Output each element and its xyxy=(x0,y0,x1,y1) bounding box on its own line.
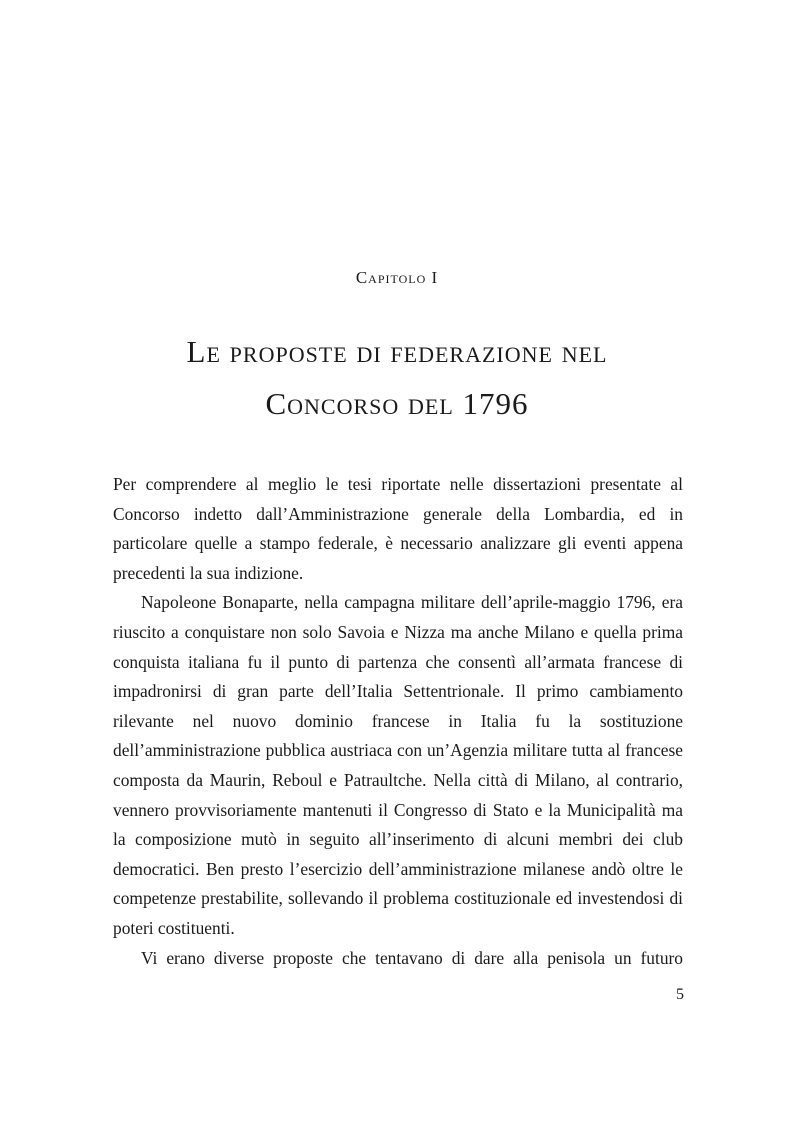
chapter-title xyxy=(0,326,794,430)
page-number: 5 xyxy=(676,986,684,1003)
chapter-title-line-2: Concorso del 1796 xyxy=(265,386,529,421)
body-text xyxy=(113,470,683,973)
paragraph-1: Per comprendere al meglio le tesi riportate nelle dissertazioni presentate al Concorso indetto dall’Amministrazione generale della Lombardia, ed in particolare quelle a stampo federale, è necessario analizzare gli eventi appena precedenti la sua indizione. xyxy=(113,474,683,583)
chapter-title-line-1: Le proposte di federazione nel xyxy=(186,334,608,369)
paragraph-3: Vi erano diverse proposte che tentavano di dare alla penisola un futuro xyxy=(141,947,683,968)
paragraph-2: Napoleone Bonaparte, nella campagna militare dell’aprile-maggio 1796, era riuscito a conquistare non solo Savoia e Nizza ma anche Milano e quella prima conquista italiana fu il punto di partenza che consentì all’armata francese di impadronirsi di gran parte dell’Italia Settentrionale. Il primo cambiamento rilevante nel nuovo dominio francese in Italia fu la sostituzione dell’amministrazione pubblica austriaca con un’Agenzia militare tutta al francese composta da Maurin, Reboul e Patraultche. Nella città di Milano, al contrario, vennero provvisoriamente mantenuti il Congresso di Stato e la Municipalità ma la composizione mutò in seguito all’inserimento di alcuni membri dei club democratici. Ben presto l’esercizio dell’amministrazione milanese andò oltre le competenze prestabilite, sollevando il problema costituzionale ed investendosi di poteri costituenti. xyxy=(113,592,683,938)
chapter-label: Capitolo I xyxy=(355,268,439,287)
